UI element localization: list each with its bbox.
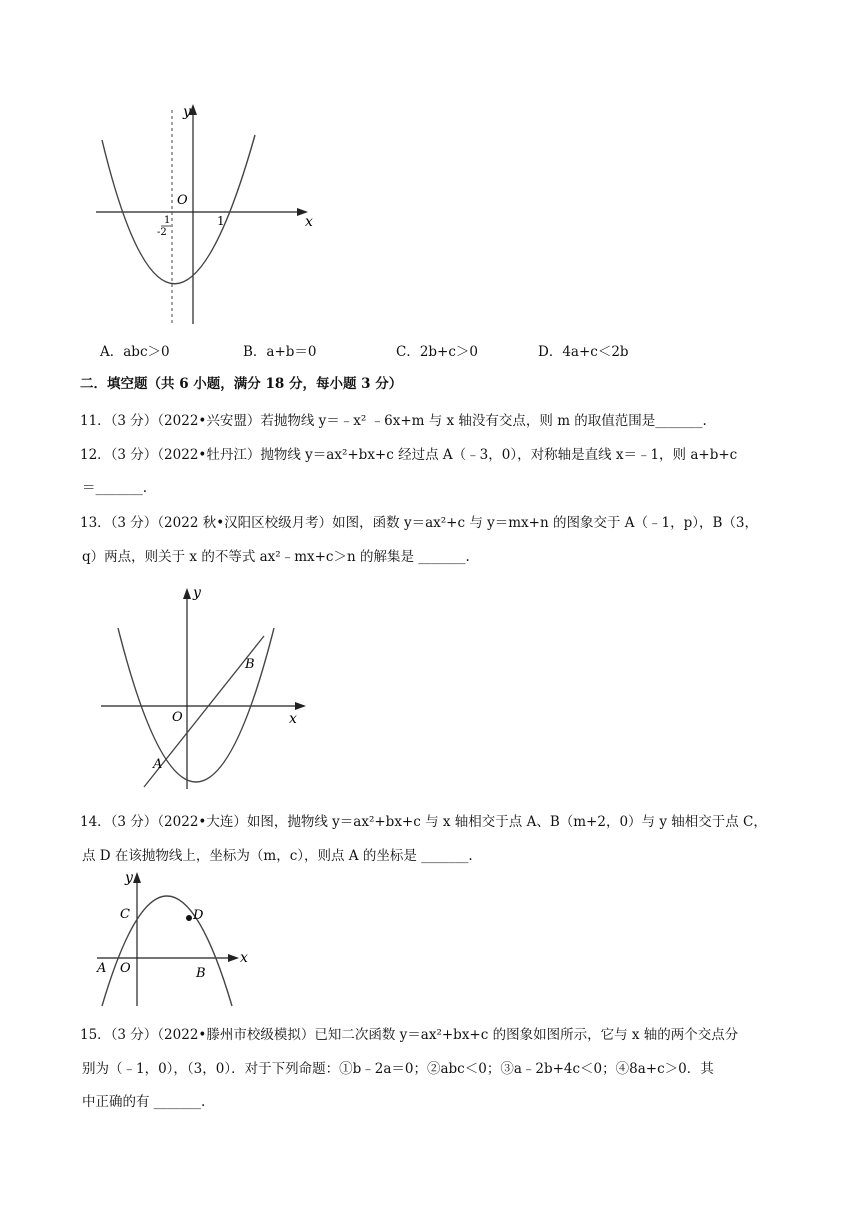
- question-14-line1: 14．（3 分）（2022•大连）如图，抛物线 y＝ax²+bx+c 与 x 轴相交于点 A、B（m+2，0）与 y 轴相交于点 C，: [80, 814, 767, 830]
- question-13-line2: q）两点，则关于 x 的不等式 ax²﹣mx+c＞n 的解集是 _______.: [82, 549, 470, 565]
- question-13-line1: 13．（3 分）（2022 秋•汉阳区校级月考）如图，函数 y＝ax²+c 与 y＝mx+n 的图象交于 A（﹣1，p），B（3，: [80, 515, 758, 531]
- y-label: y: [183, 104, 191, 120]
- point-d-label: D: [193, 908, 204, 923]
- origin-label: O: [177, 193, 188, 208]
- x-label: x: [305, 214, 313, 230]
- question-15-line2: 别为（﹣1，0），（3，0）．对于下列命题：①b﹣2a＝0；②abc＜0；③a﹣2b+4c＜0；④8a+c＞0．其: [82, 1061, 714, 1077]
- graph-q13: [98, 582, 318, 794]
- graph-q14: [92, 866, 262, 1010]
- x-label: x: [240, 950, 248, 966]
- x-axis-arrow: [228, 954, 239, 962]
- point-a-label: A: [153, 757, 163, 772]
- x-label: x: [289, 711, 297, 727]
- graph-q10: [88, 98, 328, 328]
- option-c: C．2b+c＞0: [396, 344, 479, 360]
- question-12-line2: ＝_______.: [82, 480, 148, 496]
- question-15-line1: 15．（3 分）（2022•滕州市校级模拟）已知二次函数 y＝ax²+bx+c 的图象如图所示，它与 x 轴的两个交点分: [80, 1027, 739, 1043]
- option-d: D．4a+c＜2b: [538, 344, 629, 360]
- origin-label: O: [120, 961, 131, 976]
- question-14-line2: 点 D 在该抛物线上，坐标为（m，c），则点 A 的坐标是 _______.: [82, 848, 473, 864]
- question-11: 11．（3 分）（2022•兴安盟）若抛物线 y＝﹣x² ﹣6x+m 与 x 轴没有交点，则 m 的取值范围是_______.: [80, 413, 707, 429]
- parabola: [102, 135, 255, 284]
- option-a: A．abc＞0: [100, 344, 170, 360]
- point-b-label: B: [196, 966, 206, 981]
- section-heading: 二．填空题（共 6 小题，满分 18 分，每小题 3 分）: [80, 376, 403, 392]
- tick-half-num: 1: [164, 215, 171, 226]
- point-a-label: A: [97, 961, 107, 976]
- point-d-dot: [186, 915, 192, 921]
- y-axis-arrow: [133, 872, 141, 883]
- tick-one: 1: [217, 214, 225, 228]
- y-axis-arrow: [183, 588, 191, 599]
- tick-half-den: -2: [157, 227, 167, 238]
- question-15-line3: 中正确的有 _______.: [82, 1094, 206, 1110]
- option-b: B．a+b＝0: [243, 344, 317, 360]
- x-axis-arrow: [295, 702, 306, 710]
- origin-label: O: [172, 710, 183, 725]
- question-12-line1: 12．（3 分）（2022•牡丹江）抛物线 y＝ax²+bx+c 经过点 A（﹣3，0），对称轴是直线 x＝﹣1，则 a+b+c: [80, 447, 738, 463]
- parabola: [118, 628, 274, 782]
- y-label: y: [125, 870, 133, 886]
- point-b-label: B: [245, 657, 255, 672]
- y-label: y: [193, 585, 201, 601]
- point-c-label: C: [120, 907, 130, 922]
